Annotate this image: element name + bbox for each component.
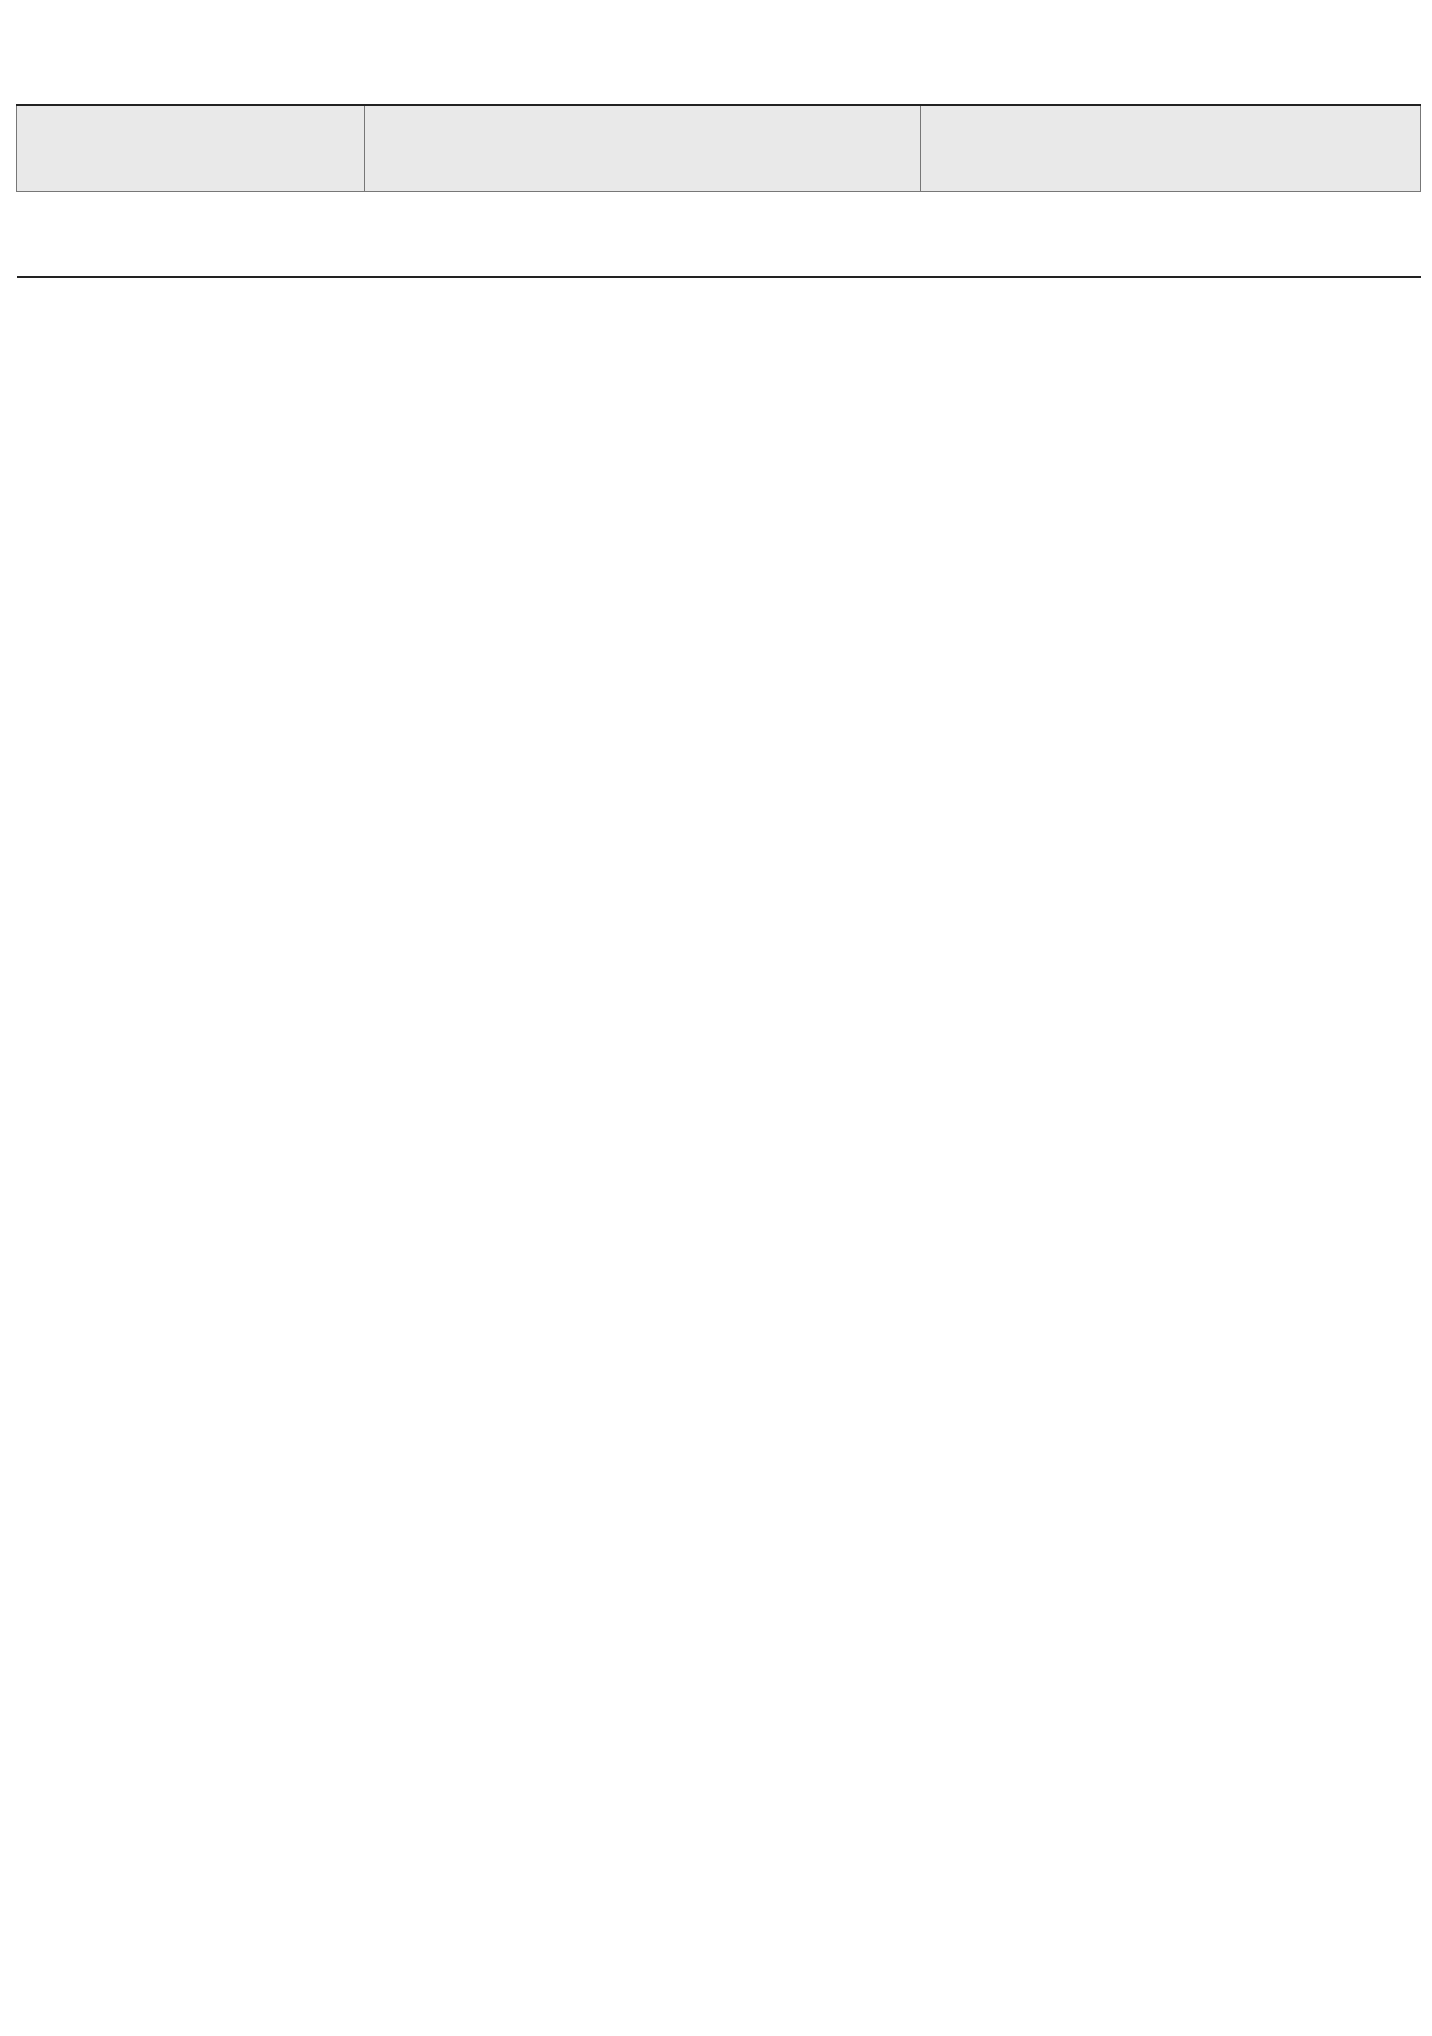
requirements-table-wrapper <box>16 104 1420 278</box>
requirements-table <box>16 104 1421 278</box>
header-field <box>365 105 921 191</box>
table-header-row <box>17 105 1421 191</box>
header-requirement <box>921 105 1421 191</box>
header-dept <box>17 105 365 191</box>
